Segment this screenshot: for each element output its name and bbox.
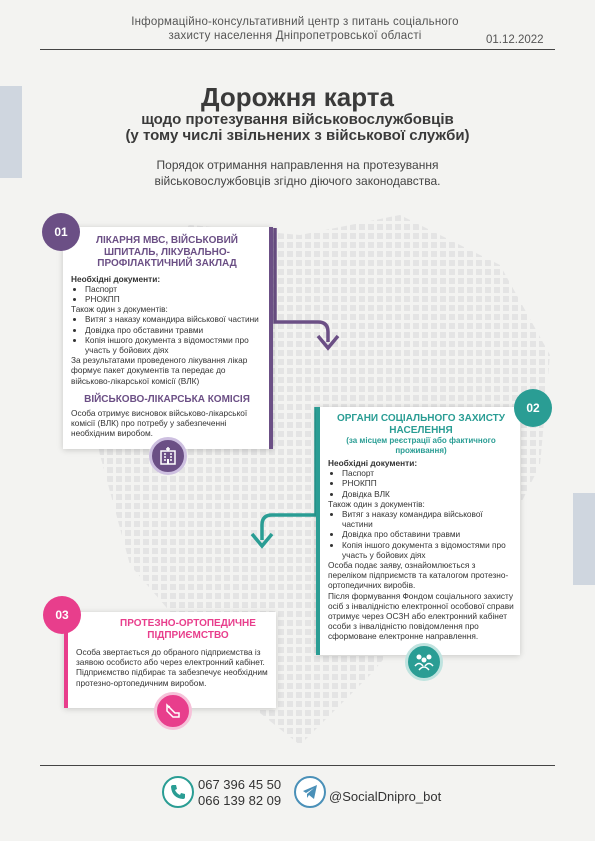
list-item: • Довідка про обставини травми (85, 325, 263, 335)
step-2-card (316, 407, 520, 655)
step-1-also-label: Також один з документів: (71, 304, 168, 315)
list-item: • РНОКПП (85, 294, 263, 304)
organization-name: Інформаційно-консультативний центр з питань соціального захисту населення Дніпропетровської області (131, 16, 459, 42)
telegram-bot-link[interactable]: @SocialDnipro_bot (329, 789, 442, 804)
step-2-title: ОРГАНИ СОЦІАЛЬНОГО ЗАХИСТУ НАСЕЛЕННЯ (336, 413, 506, 436)
list-item: • Витяг з наказу командира військової частини (85, 314, 263, 324)
bottom-divider (40, 765, 555, 766)
step-2-icon-circle (405, 643, 443, 681)
phone-1[interactable]: 067 396 45 50 (198, 777, 282, 792)
step-1-subtitle: ВІЙСЬКОВО-ЛІКАРСЬКА КОМІСІЯ (84, 393, 250, 405)
intro-text: Порядок отримання направлення на протезування військовослужбовців згідно діючого законодавства. (154, 158, 441, 188)
step-3-icon-circle (154, 692, 192, 730)
list-item: • Паспорт (85, 284, 263, 294)
people-icon (413, 652, 435, 672)
telegram-icon-circle (294, 776, 326, 808)
step-3-title: ПРОТЕЗНО-ОРТОПЕДИЧНЕ ПІДПРИЄМСТВО (120, 618, 256, 641)
list-item: • Довідка про обставини травми (342, 529, 514, 539)
list-item: • Витяг з наказу командира військової частини (342, 509, 514, 529)
phone-icon-circle (162, 776, 194, 808)
step-2-title-note: (за місцем реєстрації або фактичного проживання) (346, 436, 496, 455)
step-2-badge: 02 (514, 389, 552, 427)
phone-icon (169, 783, 187, 801)
list-item: • Копія іншого документа з відомостями про участь у бойових діях (85, 335, 263, 355)
step-2-also-label: Також один з документів: (328, 498, 425, 509)
step-1-note: За результатами проведеного лікування лікар формує пакет документів та передає до військово-лікарської комісії (ВЛК) (71, 355, 248, 386)
step-1-icon-circle (149, 437, 187, 475)
step-3-badge: 03 (43, 596, 81, 634)
document-date: 01.12.2022 (486, 34, 544, 46)
phone-numbers (198, 777, 281, 809)
step-2-note-2: Після формування Фондом соціального захисту осіб з інвалідністю електронної особової справи отримує через ОСЗН або електронний кабінет особи з інвалідністю повідомлення про сформоване електронне направлення. (328, 590, 514, 642)
step-2-note-1: Особа подає заяву, ознайомлюється з переліком підприємств та каталогом протезно-ортопедичних виробів. (328, 560, 509, 591)
list-item: • РНОКПП (342, 478, 514, 488)
step-1-title: ЛІКАРНЯ МВС, ВІЙСЬКОВИЙ ШПИТАЛЬ, ЛІКУВАЛЬНО-ПРОФІЛАКТИЧНИЙ ЗАКЛАД (95, 235, 238, 269)
subtitle-line-1: щодо протезування військовослужбовців (141, 111, 454, 128)
list-item: • Паспорт (342, 468, 514, 478)
list-item: • Копія іншого документа з відомостями про участь у бойових діях (342, 540, 514, 560)
step-1-docs-label: Необхідні документи: (71, 273, 161, 284)
step-3-text: Особа звертається до обраного підприємства із заявою особисто або через електронний кабінет. Підприємство підбирає та забезпечує необхідним протезно-ортопедичним виробом. (76, 647, 268, 688)
prosthesis-icon (163, 701, 183, 721)
telegram-icon (301, 783, 319, 801)
step-2-docs-label: Необхідні документи: (328, 458, 418, 468)
step-1-card (63, 227, 273, 449)
step-1-badge: 01 (42, 213, 80, 251)
list-item: • Довідка ВЛК (342, 489, 514, 499)
hospital-icon (158, 446, 178, 466)
subtitle-line-2: (у тому числі звільнених з військової служби) (125, 127, 470, 144)
page-title: Дорожня карта (201, 82, 394, 112)
step-1-subtext: Особа отримує висновок військово-лікарської комісії (ВЛК) про потребу у забезпеченні необхідним виробом. (71, 407, 248, 439)
phone-2[interactable]: 066 139 82 09 (198, 793, 282, 808)
